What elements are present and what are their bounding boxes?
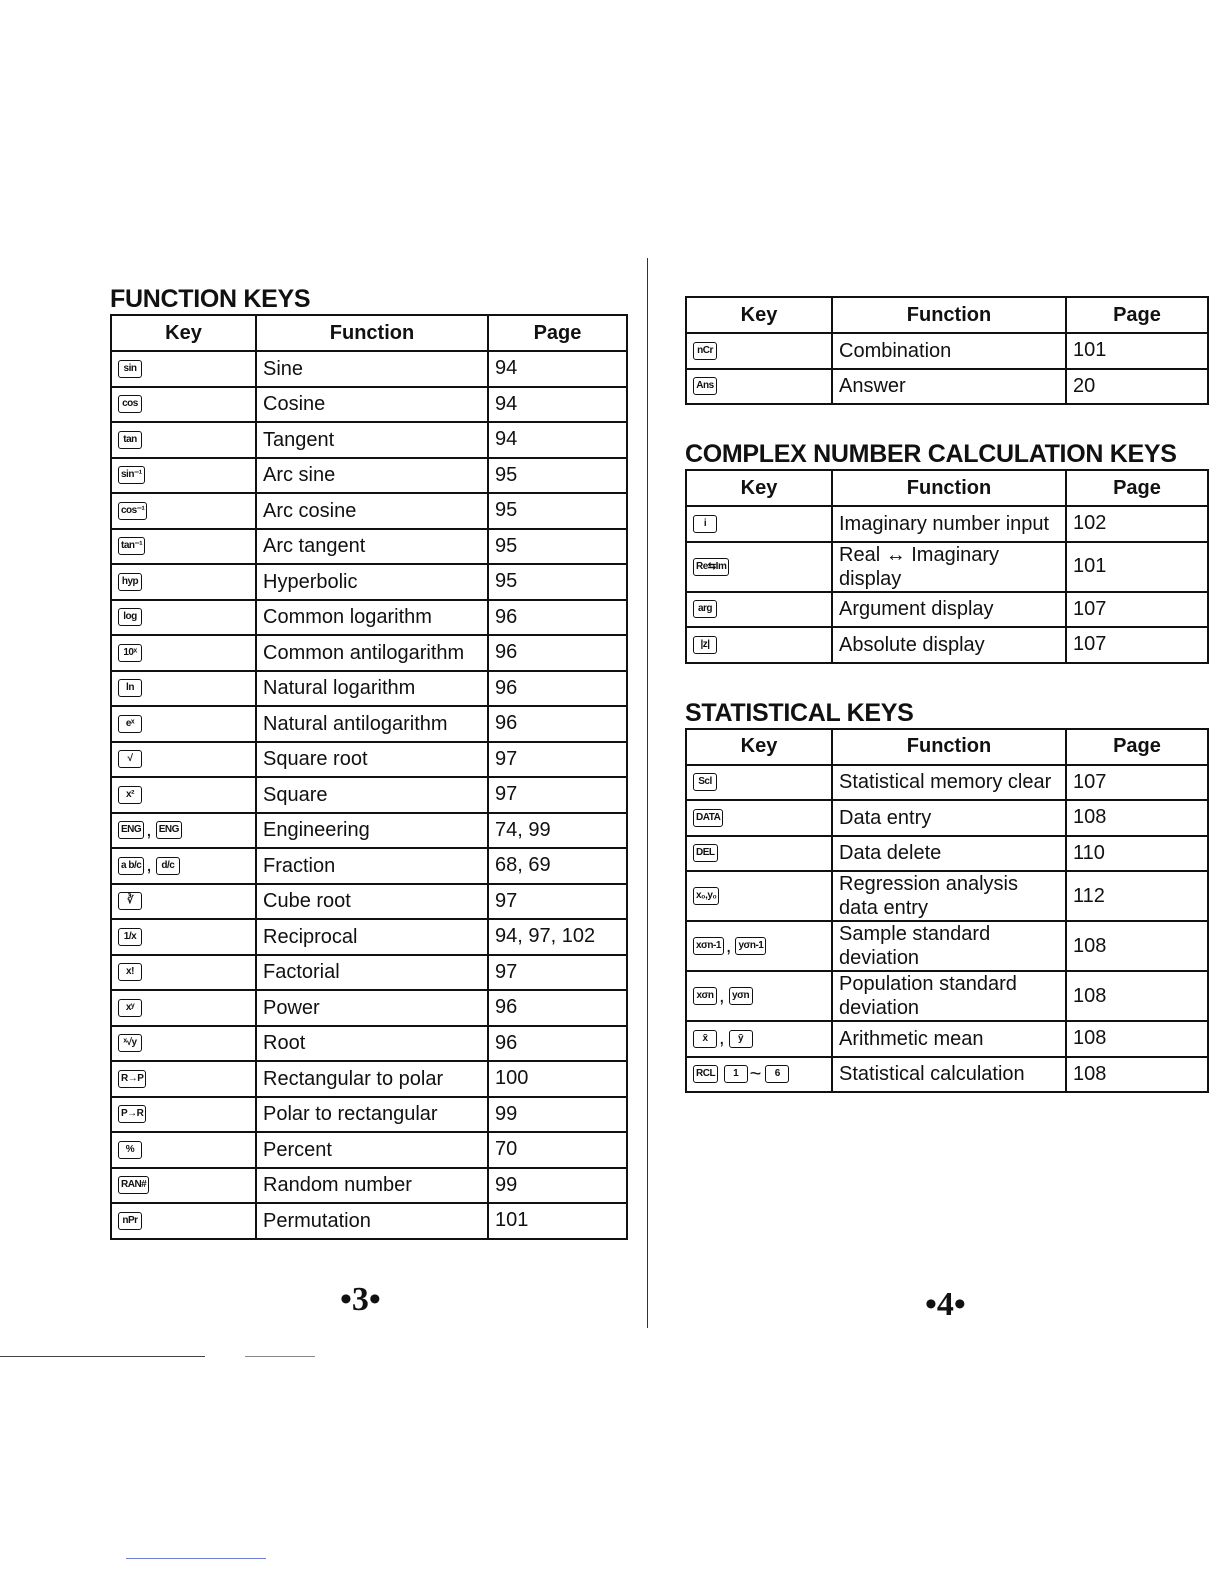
function-cell: Real ↔ Imaginary display <box>832 542 1066 592</box>
table-row <box>686 506 1208 542</box>
function-keys-table <box>110 314 628 1240</box>
key-cell <box>686 800 832 836</box>
page-cell: 95 <box>488 564 627 600</box>
table-row <box>686 800 1208 836</box>
page-number-left: •3• <box>340 1281 381 1318</box>
page-cell: 99 <box>488 1097 627 1133</box>
key-cell <box>686 1057 832 1093</box>
calculator-key-icon: 1 <box>724 1065 748 1083</box>
key-separator: , <box>146 854 152 877</box>
table-row <box>111 1132 627 1168</box>
table-row <box>111 1168 627 1204</box>
key-cell <box>686 921 832 971</box>
key-cell <box>111 1203 256 1239</box>
calculator-key-icon: ȳ <box>729 1030 753 1048</box>
key-cell <box>111 351 256 387</box>
function-cell: Polar to rectangular <box>256 1097 488 1133</box>
table-row <box>111 813 627 849</box>
calculator-key-icon: yσn-1 <box>735 937 766 955</box>
page-cell: 101 <box>1066 333 1208 369</box>
misc-keys-table <box>685 296 1209 405</box>
key-cell <box>111 919 256 955</box>
calculator-key-icon: d/c <box>156 857 180 875</box>
calculator-key-icon: 6 <box>765 1065 789 1083</box>
function-cell: Percent <box>256 1132 488 1168</box>
key-separator: , <box>725 934 732 957</box>
page-cell: 102 <box>1066 506 1208 542</box>
function-cell: Sample standard deviation <box>832 921 1066 971</box>
key-separator: , <box>146 818 152 841</box>
table-row <box>686 921 1208 971</box>
page-cell: 100 <box>488 1061 627 1097</box>
table-row <box>111 1203 627 1239</box>
header-key: Key <box>686 729 832 765</box>
calculator-key-icon: ln <box>118 679 142 697</box>
key-cell <box>686 971 832 1021</box>
table-row <box>111 600 627 636</box>
key-cell <box>111 1061 256 1097</box>
calculator-key-icon: ˣ√y <box>118 1034 142 1052</box>
key-cell <box>686 627 832 663</box>
key-cell <box>111 493 256 529</box>
function-cell: Random number <box>256 1168 488 1204</box>
page-cell: 107 <box>1066 765 1208 801</box>
function-cell: Data entry <box>832 800 1066 836</box>
function-cell: Imaginary number input <box>832 506 1066 542</box>
page-cell: 96 <box>488 600 627 636</box>
key-cell <box>111 990 256 1026</box>
calculator-key-icon: % <box>118 1141 142 1159</box>
table-row <box>111 635 627 671</box>
header-page: Page <box>1066 729 1208 765</box>
table-row <box>111 1061 627 1097</box>
page-cell: 107 <box>1066 592 1208 628</box>
function-cell: Combination <box>832 333 1066 369</box>
right-page <box>685 296 1207 1093</box>
table-row <box>111 919 627 955</box>
calculator-key-icon: Scl <box>693 773 717 791</box>
page-cell: 20 <box>1066 369 1208 405</box>
calculator-key-icon: RAN# <box>118 1176 149 1194</box>
function-cell: Sine <box>256 351 488 387</box>
key-cell <box>111 1097 256 1133</box>
key-cell <box>111 742 256 778</box>
page-cell: 101 <box>488 1203 627 1239</box>
key-cell <box>111 387 256 423</box>
function-cell: Natural logarithm <box>256 671 488 707</box>
calculator-key-icon: yσn <box>729 987 753 1005</box>
footer-rule <box>245 1356 315 1357</box>
calculator-key-icon: 10ˣ <box>118 644 142 662</box>
key-cell <box>686 592 832 628</box>
function-cell: Regression analysis data entry <box>832 871 1066 921</box>
page-cell: 94 <box>488 351 627 387</box>
page-cell: 110 <box>1066 836 1208 872</box>
page-number-right: •4• <box>925 1286 966 1323</box>
calculator-key-icon: sin <box>118 360 142 378</box>
calculator-key-icon: sin⁻¹ <box>118 466 145 484</box>
function-cell: Arithmetic mean <box>832 1021 1066 1057</box>
statistical-keys-table <box>685 728 1209 1094</box>
table-row <box>111 387 627 423</box>
key-cell <box>111 848 256 884</box>
page-cell: 112 <box>1066 871 1208 921</box>
footer-rule <box>126 1558 266 1559</box>
calculator-key-icon: x₀,y₀ <box>693 887 719 905</box>
calculator-key-icon: log <box>118 608 142 626</box>
table-row <box>686 333 1208 369</box>
page-cell: 108 <box>1066 921 1208 971</box>
key-cell <box>111 600 256 636</box>
table-header-row <box>686 729 1208 765</box>
page-cell: 96 <box>488 671 627 707</box>
table-row <box>111 990 627 1026</box>
function-cell: Data delete <box>832 836 1066 872</box>
page-cell: 97 <box>488 777 627 813</box>
page-cell: 108 <box>1066 800 1208 836</box>
function-cell: Absolute display <box>832 627 1066 663</box>
calculator-key-icon: arg <box>693 600 717 618</box>
key-cell <box>111 564 256 600</box>
page-cell: 97 <box>488 955 627 991</box>
function-cell: Population standard deviation <box>832 971 1066 1021</box>
calculator-key-icon: xσn <box>693 987 717 1005</box>
table-row <box>111 884 627 920</box>
page-cell: 95 <box>488 458 627 494</box>
key-cell <box>686 836 832 872</box>
key-cell <box>111 458 256 494</box>
key-cell <box>111 671 256 707</box>
table-row <box>111 742 627 778</box>
calculator-key-icon: x̄ <box>693 1030 717 1048</box>
header-key: Key <box>686 297 832 333</box>
header-function: Function <box>832 470 1066 506</box>
table-row <box>111 493 627 529</box>
page-cell: 74, 99 <box>488 813 627 849</box>
calculator-key-icon: ENG <box>118 821 144 839</box>
calculator-key-icon: DEL <box>693 844 718 862</box>
page-divider <box>647 258 648 1328</box>
page-cell: 68, 69 <box>488 848 627 884</box>
function-cell: Argument display <box>832 592 1066 628</box>
calculator-key-icon: nCr <box>693 342 717 360</box>
calculator-key-icon: DATA <box>693 809 723 827</box>
function-cell: Arc sine <box>256 458 488 494</box>
calculator-key-icon: hyp <box>118 573 142 591</box>
table-header-row <box>686 297 1208 333</box>
complex-keys-table <box>685 469 1209 664</box>
key-cell <box>111 529 256 565</box>
header-function: Function <box>832 729 1066 765</box>
key-cell <box>111 1132 256 1168</box>
table-header-row <box>111 315 627 351</box>
table-row <box>686 1021 1208 1057</box>
page-cell: 101 <box>1066 542 1208 592</box>
page-cell: 94, 97, 102 <box>488 919 627 955</box>
calculator-key-icon: nPr <box>118 1212 142 1230</box>
page-cell: 96 <box>488 635 627 671</box>
calculator-key-icon: i <box>693 515 717 533</box>
calculator-key-icon: x! <box>118 963 142 981</box>
key-cell <box>686 369 832 405</box>
function-cell: Engineering <box>256 813 488 849</box>
table-row <box>686 1057 1208 1093</box>
function-cell: Natural antilogarithm <box>256 706 488 742</box>
statistical-keys-title: STATISTICAL KEYS <box>685 698 914 727</box>
function-cell: Statistical calculation <box>832 1057 1066 1093</box>
page-cell: 94 <box>488 422 627 458</box>
key-cell <box>111 1026 256 1062</box>
table-row <box>686 542 1208 592</box>
table-row <box>686 971 1208 1021</box>
calculator-key-icon: |z| <box>693 636 717 654</box>
function-cell: Answer <box>832 369 1066 405</box>
function-cell: Arc tangent <box>256 529 488 565</box>
page-cell: 95 <box>488 493 627 529</box>
page-cell: 94 <box>488 387 627 423</box>
table-header-row <box>686 470 1208 506</box>
header-page: Page <box>1066 470 1208 506</box>
table-row <box>111 564 627 600</box>
calculator-key-icon: eˣ <box>118 715 142 733</box>
table-row <box>111 671 627 707</box>
calculator-key-icon: ∛ <box>118 892 142 910</box>
calculator-key-icon: cos <box>118 395 142 413</box>
function-cell: Reciprocal <box>256 919 488 955</box>
calculator-key-icon: a b/c <box>118 857 144 875</box>
complex-keys-title: COMPLEX NUMBER CALCULATION KEYS <box>685 440 1177 468</box>
calculator-key-icon: RCL <box>693 1065 718 1083</box>
table-row <box>686 871 1208 921</box>
key-cell <box>111 777 256 813</box>
function-cell: Statistical memory clear <box>832 765 1066 801</box>
table-row <box>111 777 627 813</box>
table-row <box>686 627 1208 663</box>
calculator-key-icon: xσn-1 <box>693 937 724 955</box>
function-cell: Hyperbolic <box>256 564 488 600</box>
calculator-key-icon: tan⁻¹ <box>118 537 145 555</box>
table-row <box>111 458 627 494</box>
table-row <box>111 1097 627 1133</box>
page-cell: 97 <box>488 884 627 920</box>
page-cell: 107 <box>1066 627 1208 663</box>
table-row <box>686 836 1208 872</box>
function-cell: Arc cosine <box>256 493 488 529</box>
range-separator: ~ <box>749 1062 762 1085</box>
calculator-key-icon: xʸ <box>118 999 142 1017</box>
key-cell <box>686 333 832 369</box>
table-row <box>686 369 1208 405</box>
calculator-key-icon: cos⁻¹ <box>118 502 147 520</box>
key-separator: , <box>719 1027 725 1050</box>
table-row <box>686 592 1208 628</box>
page-cell: 96 <box>488 1026 627 1062</box>
footer-rule <box>0 1356 205 1357</box>
table-row <box>686 765 1208 801</box>
key-cell <box>686 871 832 921</box>
page-cell: 96 <box>488 990 627 1026</box>
calculator-key-icon: Re⇆Im <box>693 558 729 576</box>
header-key: Key <box>111 315 256 351</box>
calculator-key-icon: ENG <box>156 821 182 839</box>
page-cell: 95 <box>488 529 627 565</box>
key-cell <box>111 813 256 849</box>
key-cell <box>111 1168 256 1204</box>
page-cell: 96 <box>488 706 627 742</box>
page-cell: 108 <box>1066 1057 1208 1093</box>
function-cell: Tangent <box>256 422 488 458</box>
key-cell <box>111 955 256 991</box>
function-cell: Common logarithm <box>256 600 488 636</box>
key-separator: , <box>719 984 725 1007</box>
page-cell: 108 <box>1066 971 1208 1021</box>
header-key: Key <box>686 470 832 506</box>
table-row <box>111 529 627 565</box>
calculator-key-icon: Ans <box>693 377 717 395</box>
key-cell <box>686 542 832 592</box>
function-keys-title: FUNCTION KEYS <box>110 285 311 313</box>
header-page: Page <box>488 315 627 351</box>
function-cell: Square <box>256 777 488 813</box>
key-cell <box>111 706 256 742</box>
table-row <box>111 351 627 387</box>
key-cell <box>686 765 832 801</box>
function-cell: Root <box>256 1026 488 1062</box>
calculator-key-icon: R→P <box>118 1070 146 1088</box>
function-cell: Power <box>256 990 488 1026</box>
function-cell: Factorial <box>256 955 488 991</box>
key-cell <box>111 422 256 458</box>
function-cell: Square root <box>256 742 488 778</box>
key-cell <box>686 506 832 542</box>
key-cell <box>111 884 256 920</box>
header-page: Page <box>1066 297 1208 333</box>
function-cell: Permutation <box>256 1203 488 1239</box>
calculator-key-icon: 1/x <box>118 928 142 946</box>
table-row <box>111 1026 627 1062</box>
calculator-key-icon: x² <box>118 786 142 804</box>
key-cell <box>686 1021 832 1057</box>
table-row <box>111 422 627 458</box>
table-row <box>111 706 627 742</box>
table-row <box>111 848 627 884</box>
calculator-key-icon: √ <box>118 750 142 768</box>
calculator-key-icon: tan <box>118 431 142 449</box>
function-cell: Cosine <box>256 387 488 423</box>
page-cell: 108 <box>1066 1021 1208 1057</box>
calculator-key-icon: P→R <box>118 1105 146 1123</box>
function-cell: Cube root <box>256 884 488 920</box>
page-cell: 99 <box>488 1168 627 1204</box>
function-cell: Common antilogarithm <box>256 635 488 671</box>
page-cell: 97 <box>488 742 627 778</box>
page-cell: 70 <box>488 1132 627 1168</box>
function-cell: Rectangular to polar <box>256 1061 488 1097</box>
function-cell: Fraction <box>256 848 488 884</box>
header-function: Function <box>832 297 1066 333</box>
left-page <box>110 284 626 1240</box>
key-cell <box>111 635 256 671</box>
header-function: Function <box>256 315 488 351</box>
table-row <box>111 955 627 991</box>
